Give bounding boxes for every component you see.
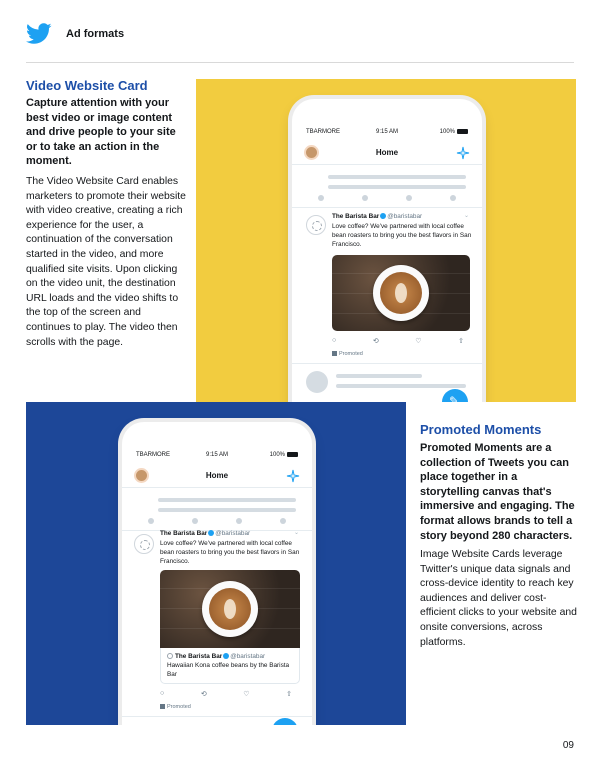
tweet-handle: @baristabar	[215, 530, 251, 537]
placeholder-line	[328, 175, 466, 179]
battery-icon	[457, 129, 468, 134]
quote-handle: @baristabar	[230, 653, 266, 660]
page-header	[26, 20, 124, 48]
tweet-header	[160, 530, 250, 538]
promoted-moments-title: Promoted Moments	[420, 422, 542, 437]
promoted-moments-lead: Promoted Moments are a collection of Tweets you can place together in a storytelling canvas that's immersive and engaging. The format allows brands to tell a story beyond 280 characters.	[420, 442, 575, 542]
tweet-author: The Barista Bar	[160, 530, 208, 537]
quote-text: Hawaiian Kona coffee beans by the Barista Bar	[167, 662, 290, 678]
placeholder-dots	[148, 518, 286, 524]
sparkle-icon[interactable]	[456, 146, 470, 160]
like-icon[interactable]: ♡	[243, 691, 250, 698]
placeholder-line	[328, 185, 466, 189]
battery-label: 100%	[270, 452, 298, 458]
quote-author: The Barista Bar	[175, 653, 223, 660]
nav-title: Home	[205, 471, 229, 480]
video-card-illustration	[196, 79, 576, 402]
header-divider	[26, 62, 574, 63]
share-icon[interactable]: ⇧	[286, 691, 292, 698]
placeholder-line	[158, 498, 296, 502]
like-icon[interactable]: ♡	[415, 338, 422, 345]
image-media[interactable]	[160, 570, 300, 648]
brand-avatar[interactable]	[306, 215, 326, 235]
placeholder-dots	[318, 195, 456, 201]
quote-avatar-icon	[167, 653, 173, 659]
promoted-moments-illustration	[26, 402, 406, 725]
verified-icon	[380, 213, 386, 219]
promoted-label: Promoted	[332, 351, 363, 357]
battery-label: 100%	[440, 129, 468, 135]
brand-avatar[interactable]	[134, 534, 154, 554]
placeholder-line	[158, 508, 296, 512]
page-number: 09	[562, 740, 574, 751]
nav-bar	[292, 141, 482, 165]
carrier-label: TBARMORE	[136, 452, 171, 458]
section-label: Ad formats	[66, 28, 125, 40]
status-bar	[292, 129, 482, 139]
tweet-handle: @baristabar	[387, 213, 423, 220]
video-media[interactable]	[332, 255, 470, 331]
twitter-bird-icon	[26, 23, 52, 45]
chevron-down-icon[interactable]: ⌄	[464, 213, 470, 219]
video-card-body: The Video Website Card enables marketers to promote their website with video creative, creating a rich experience for the user, a continuation of the conversation started in the video, and more qualified site visits. Upon clicking on the video unit, the destination URL loads and the video shifts to the top of the screen and continues to play. The video then scrolls with the page.	[26, 176, 186, 348]
promoted-icon	[160, 704, 165, 709]
chevron-down-icon[interactable]: ⌄	[294, 530, 300, 536]
reply-icon[interactable]: ○	[332, 337, 337, 344]
placeholder-line	[336, 384, 466, 388]
tweet-text: Love coffee? We've partnered with local coffee bean roasters to bring you the best flavors in San Francisco.	[160, 540, 300, 565]
status-bar	[122, 452, 312, 462]
clock-label: 9:15 AM	[375, 129, 398, 135]
promoted-label: Promoted	[160, 704, 191, 710]
compose-tweet-button[interactable]	[442, 389, 468, 402]
coffee-cup-image	[202, 581, 258, 637]
clock-label: 9:15 AM	[205, 452, 228, 458]
nav-title: Home	[375, 148, 399, 157]
retweet-icon[interactable]: ⟲	[372, 338, 379, 345]
video-card-title: Video Website Card	[26, 78, 148, 93]
battery-icon	[287, 452, 298, 457]
tweet-actions	[332, 337, 464, 345]
compose-tweet-button[interactable]	[272, 718, 298, 725]
nav-bar	[122, 464, 312, 488]
video-card-lead: Capture attention with your best video or image content and drive people to your site or to take an action in the moment.	[26, 97, 176, 168]
sparkle-icon[interactable]	[286, 469, 300, 483]
phone-mockup	[292, 99, 482, 402]
tweet-header	[332, 213, 422, 221]
verified-icon	[208, 530, 214, 536]
tweet-text: Love coffee? We've partnered with local coffee bean roasters to bring you the best flavors in San Francisco.	[332, 223, 472, 248]
carrier-label: TBARMORE	[306, 129, 341, 135]
placeholder-line	[336, 374, 422, 378]
quoted-tweet[interactable]	[160, 648, 300, 684]
promoted-moments-body: Image Website Cards leverage Twitter's unique data signals and cross-device identity to reach key audiences and deliver cost-efficient clicks to your website and onsite conversions, across platforms.	[420, 549, 577, 648]
retweet-icon[interactable]: ⟲	[200, 691, 207, 698]
coffee-cup-image	[373, 265, 429, 321]
share-icon[interactable]: ⇧	[458, 338, 464, 345]
reply-icon[interactable]: ○	[160, 690, 165, 697]
tweet-actions	[160, 690, 292, 698]
tweet-author: The Barista Bar	[332, 213, 380, 220]
verified-icon	[223, 653, 229, 659]
phone-mockup	[122, 422, 312, 725]
promoted-icon	[332, 351, 337, 356]
placeholder-avatar	[306, 371, 328, 393]
